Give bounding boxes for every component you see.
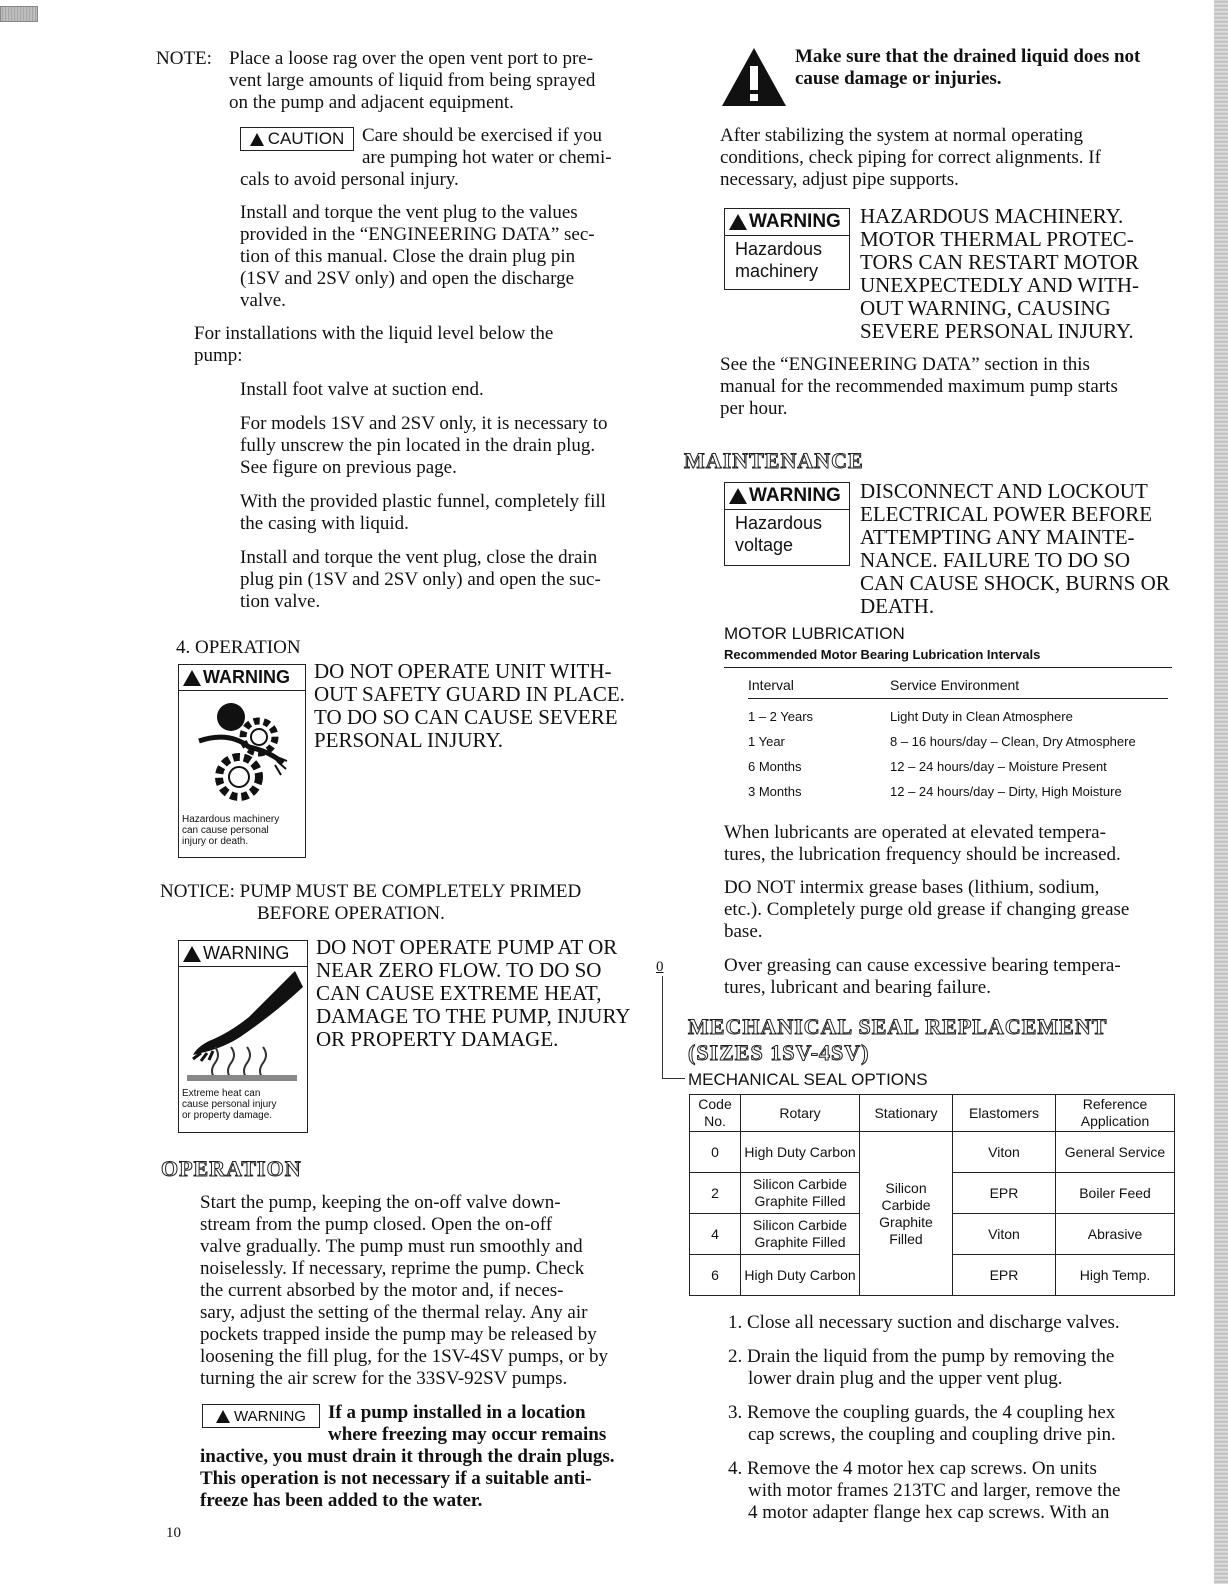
margin-mark: 0 <box>656 959 664 975</box>
vent-text: tion valve. <box>240 591 321 612</box>
notice-text: NOTICE: PUMP MUST BE COMPLETELY PRIMED <box>160 881 582 902</box>
guard-warning-text: TO DO SO CAN CAUSE SEVERE <box>314 705 618 729</box>
table-cell: 1 – 2 Years <box>748 709 814 724</box>
heat-warning-box <box>178 940 308 1133</box>
table-cell: 12 – 24 hours/day – Moisture Present <box>890 759 1107 774</box>
hazardous-machinery-icon <box>179 691 303 809</box>
warning-triangle-icon <box>720 46 788 108</box>
disconnect-warning-text: NANCE. FAILURE TO DO SO <box>860 548 1131 572</box>
seal-replacement-heading: MECHANICAL SEAL REPLACEMENT <box>688 1014 1108 1039</box>
table-cell: 2 <box>690 1173 741 1214</box>
stabilize-text: conditions, check piping for correct alignments. If <box>720 147 1101 168</box>
seal-header-cell: Rotary <box>741 1095 860 1132</box>
engineering-data-text: manual for the recommended maximum pump starts <box>720 376 1118 397</box>
table-row <box>690 1132 1175 1173</box>
intermix-text: base. <box>724 921 763 942</box>
warning-header <box>179 665 305 691</box>
flow-warning-text: OR PROPERTY DAMAGE. <box>316 1027 559 1051</box>
foot-valve-text: Install foot valve at suction end. <box>240 379 484 400</box>
start-text: pockets trapped inside the pump may be released by <box>200 1324 597 1345</box>
step-text: 3. Remove the coupling guards, the 4 coupling hex <box>728 1402 1116 1423</box>
note-text: Place a loose rag over the open vent port to pre- <box>229 48 594 69</box>
models-text: fully unscrew the pin located in the drain plug. <box>240 435 596 456</box>
start-text: noiselessly. If necessary, reprime the pump. Check <box>200 1258 585 1279</box>
heat-caption <box>179 1088 307 1121</box>
table-cell-stationary: Silicon Carbide Graphite Filled <box>860 1132 953 1296</box>
step-text: with motor frames 213TC and larger, remove the <box>748 1480 1121 1501</box>
flow-warning-text: NEAR ZERO FLOW. TO DO SO <box>316 958 602 982</box>
warning-subtext-line: machinery <box>735 261 819 281</box>
vent-text: plug pin (1SV and 2SV only) and open the suc- <box>240 569 601 590</box>
warning-header <box>725 209 849 236</box>
start-text: the current absorbed by the motor and, if neces- <box>200 1280 564 1301</box>
step-text: 1. Close all necessary suction and discharge valves. <box>728 1312 1120 1333</box>
table-cell: High Duty Carbon <box>741 1255 860 1296</box>
install-text: (1SV and 2SV only) and open the discharge <box>240 268 575 289</box>
install-text: provided in the “ENGINEERING DATA” sec- <box>240 224 595 245</box>
warning-label: WARNING <box>203 667 290 687</box>
flow-warning-text: CAN CAUSE EXTREME HEAT, <box>316 981 602 1005</box>
table-row <box>748 699 1168 730</box>
notice-text: BEFORE OPERATION. <box>257 903 445 924</box>
freeze-text: This operation is not necessary if a suitable anti- <box>200 1468 592 1489</box>
caution-text: are pumping hot water or chemi- <box>362 147 612 168</box>
guard-caption-line: can cause personal <box>182 825 269 836</box>
start-text: Start the pump, keeping the on-off valve down- <box>200 1192 561 1213</box>
over-greasing-text: tures, lubricant and bearing failure. <box>724 977 991 998</box>
warning-triangle-icon <box>183 946 201 962</box>
start-text: valve gradually. The pump must run smoothly and <box>200 1236 583 1257</box>
table-cell: Viton <box>953 1214 1056 1255</box>
table-row <box>748 779 1168 804</box>
voltage-warning-box <box>724 482 850 566</box>
extreme-heat-icon <box>179 967 305 1083</box>
table-cell: 4 <box>690 1214 741 1255</box>
disconnect-warning-text: ATTEMPTING ANY MAINTE- <box>860 525 1135 549</box>
install-text: tion of this manual. Close the drain plug pin <box>240 246 576 267</box>
thermal-warning-text: UNEXPECTEDLY AND WITH- <box>860 273 1140 297</box>
warning-triangle-icon <box>729 488 747 504</box>
seal-header-cell: Elastomers <box>953 1095 1056 1132</box>
freeze-text: If a pump installed in a location <box>328 1402 586 1423</box>
thermal-warning-text: TORS CAN RESTART MOTOR <box>860 250 1139 274</box>
intermix-text: etc.). Completely purge old grease if changing grease <box>724 899 1130 920</box>
table-cell: High Duty Carbon <box>741 1132 860 1173</box>
guard-warning-box <box>178 664 306 858</box>
warning-header <box>725 483 849 510</box>
guard-warning-text: OUT SAFETY GUARD IN PLACE. <box>314 682 625 706</box>
heat-caption-line: Extreme heat can <box>182 1088 261 1099</box>
install-text: Install and torque the vent plug to the values <box>240 202 578 223</box>
guard-caption-line: Hazardous machinery <box>182 814 280 825</box>
freeze-warning-badge <box>202 1404 320 1428</box>
freeze-text: inactive, you must drain it through the drain plugs. <box>200 1446 615 1467</box>
warning-subtext-line: Hazardous <box>735 513 823 533</box>
operation-heading: OPERATION <box>161 1156 302 1181</box>
warning-label: WARNING <box>749 485 841 506</box>
step-text: 4 motor adapter flange hex cap screws. With an <box>748 1502 1110 1523</box>
funnel-text: With the provided plastic funnel, completely fill <box>240 491 606 512</box>
warning-subtext-line: Hazardous <box>735 239 823 259</box>
scan-corner-mark <box>0 6 38 22</box>
drain-warning-text: Make sure that the drained liquid does not <box>795 46 1141 67</box>
table-cell: 0 <box>690 1132 741 1173</box>
page-number: 10 <box>166 1525 181 1541</box>
motor-lubrication-heading: MOTOR LUBRICATION <box>724 624 905 643</box>
models-text: For models 1SV and 2SV only, it is necessary to <box>240 413 608 434</box>
guard-caption-line: injury or death. <box>182 836 249 847</box>
warning-label: WARNING <box>749 211 841 232</box>
start-text: turning the air screw for the 33SV-92SV pumps. <box>200 1368 568 1389</box>
lubrication-rule <box>724 667 1172 668</box>
seal-options-heading: MECHANICAL SEAL OPTIONS <box>688 1070 928 1089</box>
liquid-level-text: pump: <box>194 345 243 366</box>
caution-badge <box>240 127 354 151</box>
table-row <box>748 754 1168 779</box>
seal-replacement-subheading: (SIZES 1SV-4SV) <box>688 1040 870 1065</box>
models-text: See figure on previous page. <box>240 457 457 478</box>
table-cell: 1 Year <box>748 734 785 749</box>
warning-header <box>179 941 307 967</box>
warning-subtext <box>725 236 849 284</box>
seal-options-table <box>689 1094 1175 1296</box>
guard-warning-text: PERSONAL INJURY. <box>314 728 504 752</box>
funnel-text: the casing with liquid. <box>240 513 409 534</box>
disconnect-warning-text: ELECTRICAL POWER BEFORE <box>860 502 1153 526</box>
table-row <box>748 729 1168 754</box>
machinery-warning-box <box>724 208 850 290</box>
note-text: on the pump and adjacent equipment. <box>229 92 514 113</box>
note-text: vent large amounts of liquid from being sprayed <box>229 70 596 91</box>
table-cell: 6 <box>690 1255 741 1296</box>
warning-triangle-icon <box>729 214 747 230</box>
heat-caption-line: cause personal injury <box>182 1099 277 1110</box>
thermal-warning-text: MOTOR THERMAL PROTEC- <box>860 227 1134 251</box>
table-cell: Abrasive <box>1056 1214 1175 1255</box>
table-cell: EPR <box>953 1173 1056 1214</box>
table-cell: EPR <box>953 1255 1056 1296</box>
note-label: NOTE: <box>156 48 212 69</box>
scan-edge <box>1214 0 1228 1584</box>
heat-caption-line: or property damage. <box>182 1110 273 1121</box>
seal-header-cell: Stationary <box>860 1095 953 1132</box>
disconnect-warning-text: DEATH. <box>860 594 935 618</box>
caution-triangle-icon <box>250 133 264 146</box>
table-cell: Silicon Carbide Graphite Filled <box>741 1214 860 1255</box>
drain-warning-text: cause damage or injuries. <box>795 68 1002 89</box>
guard-caption <box>179 814 305 847</box>
vent-text: Install and torque the vent plug, close the drain <box>240 547 598 568</box>
lubricant-text: When lubricants are operated at elevated tempera- <box>724 822 1106 843</box>
engineering-data-text: See the “ENGINEERING DATA” section in this <box>720 354 1090 375</box>
maintenance-heading: MAINTENANCE <box>684 448 864 473</box>
table-cell: High Temp. <box>1056 1255 1175 1296</box>
table-cell: Light Duty in Clean Atmosphere <box>890 709 1073 724</box>
table-cell: 6 Months <box>748 759 802 774</box>
liquid-level-text: For installations with the liquid level below the <box>194 323 554 344</box>
table-cell: Viton <box>953 1132 1056 1173</box>
stabilize-text: necessary, adjust pipe supports. <box>720 169 959 190</box>
thermal-warning-text: HAZARDOUS MACHINERY. <box>860 204 1124 228</box>
caution-text: cals to avoid personal injury. <box>240 169 459 190</box>
step-text: lower drain plug and the upper vent plug. <box>748 1368 1063 1389</box>
guard-warning-text: DO NOT OPERATE UNIT WITH- <box>314 659 612 683</box>
start-text: loosening the fill plug, for the 1SV-4SV pumps, or by <box>200 1346 608 1367</box>
step-text: cap screws, the coupling and coupling drive pin. <box>748 1424 1116 1445</box>
warning-triangle-icon <box>183 670 201 686</box>
warning-label: WARNING <box>203 943 290 963</box>
warning-subtext <box>725 510 849 558</box>
thermal-warning-text: OUT WARNING, CAUSING <box>860 296 1111 320</box>
thermal-warning-text: SEVERE PERSONAL INJURY. <box>860 319 1134 343</box>
start-text: stream from the pump closed. Open the on-off <box>200 1214 553 1235</box>
caution-label: CAUTION <box>267 129 345 148</box>
lubrication-header-cell: Interval <box>748 677 794 693</box>
warning-triangle-icon <box>216 1410 230 1423</box>
freeze-text: freeze has been added to the water. <box>200 1490 483 1511</box>
margin-bracket <box>662 976 685 1079</box>
table-cell: Silicon Carbide Graphite Filled <box>741 1173 860 1214</box>
intermix-text: DO NOT intermix grease bases (lithium, sodium, <box>724 877 1100 898</box>
lubrication-table <box>748 672 1168 804</box>
table-cell: 3 Months <box>748 784 802 799</box>
flow-warning-text: DAMAGE TO THE PUMP, INJURY <box>316 1004 631 1028</box>
seal-header-cell: Reference Application <box>1056 1095 1175 1132</box>
step-text: 2. Drain the liquid from the pump by removing the <box>728 1346 1115 1367</box>
operation-step-heading: 4. OPERATION <box>176 637 301 658</box>
disconnect-warning-text: CAN CAUSE SHOCK, BURNS OR <box>860 571 1170 595</box>
flow-warning-text: DO NOT OPERATE PUMP AT OR <box>316 935 618 959</box>
step-text: 4. Remove the 4 motor hex cap screws. On units <box>728 1458 1097 1479</box>
table-cell: 8 – 16 hours/day – Clean, Dry Atmosphere <box>890 734 1136 749</box>
table-cell: 12 – 24 hours/day – Dirty, High Moisture <box>890 784 1122 799</box>
disconnect-warning-text: DISCONNECT AND LOCKOUT <box>860 479 1148 503</box>
warning-subtext-line: voltage <box>735 535 794 555</box>
lubricant-text: tures, the lubrication frequency should be increased. <box>724 844 1121 865</box>
table-cell: Boiler Feed <box>1056 1173 1175 1214</box>
engineering-data-text: per hour. <box>720 398 788 419</box>
lubrication-subtitle: Recommended Motor Bearing Lubrication Intervals <box>724 647 1041 662</box>
lubrication-header-cell: Service Environment <box>890 677 1020 693</box>
over-greasing-text: Over greasing can cause excessive bearing tempera- <box>724 955 1121 976</box>
install-text: valve. <box>240 290 286 311</box>
stabilize-text: After stabilizing the system at normal operating <box>720 125 1084 146</box>
warning-label: WARNING <box>234 1407 306 1425</box>
freeze-text: where freezing may occur remains <box>328 1424 607 1445</box>
table-cell: General Service <box>1056 1132 1175 1173</box>
caution-text: Care should be exercised if you <box>362 125 603 146</box>
seal-header-cell: Code No. <box>690 1095 741 1132</box>
start-text: sary, adjust the setting of the thermal relay. Any air <box>200 1302 588 1323</box>
seal-header-row <box>690 1095 1175 1132</box>
lubrication-header-row <box>748 672 1168 699</box>
